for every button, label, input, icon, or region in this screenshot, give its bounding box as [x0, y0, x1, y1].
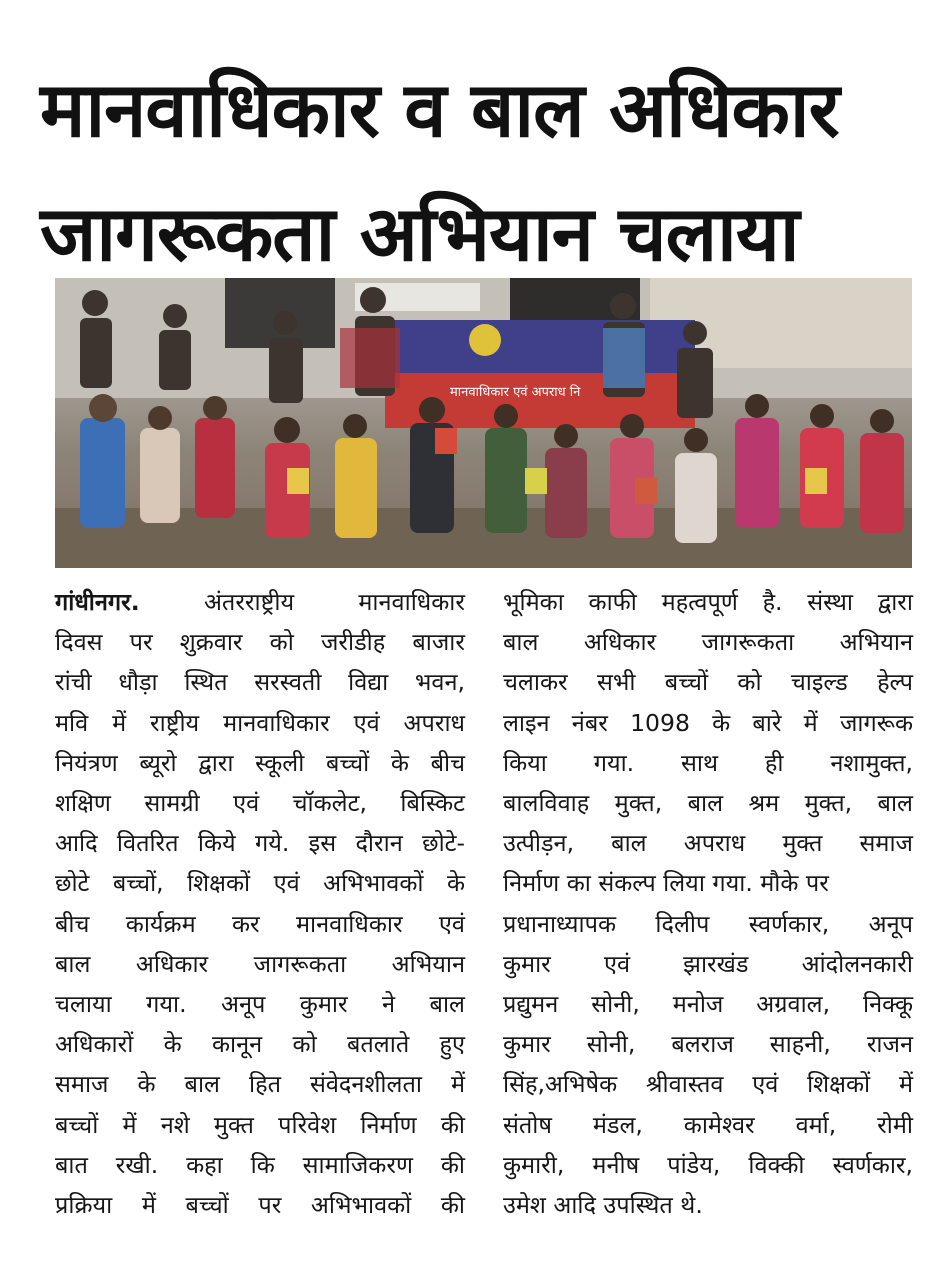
article-line: चलाकर सभी बच्चों को चाइल्ड हेल्प — [503, 668, 913, 697]
article-line: बात रखी. कहा कि सामाजिकरण की — [55, 1150, 465, 1179]
article-line: बच्चों में नशे मुक्त परिवेश निर्माण की — [55, 1110, 465, 1139]
article-line: प्रद्युमन सोनी, मनोज अग्रवाल, निक्कू — [503, 990, 913, 1019]
article-line: कुमारी, मनीष पांडेय, विक्की स्वर्णकार, — [503, 1150, 913, 1179]
article-line: उत्पीड़न, बाल अपराध मुक्त समाज — [503, 829, 913, 858]
article-line: बाल अधिकार जागरूकता अभियान — [503, 628, 913, 657]
dateline: गांधीनगर. — [55, 588, 140, 616]
article-line — [55, 582, 465, 622]
article-line: शक्षिण सामग्री एवं चॉकलेट, बिस्किट — [55, 789, 465, 818]
news-photo — [55, 278, 912, 568]
headline — [40, 48, 920, 296]
article-line: सिंह,अभिषेक श्रीवास्तव एवं शिक्षकों में — [503, 1070, 913, 1099]
article-line: मवि में राष्ट्रीय मानवाधिकार एवं अपराध — [55, 708, 465, 737]
article-line: कुमार सोनी, बलराज साहनी, राजन — [503, 1030, 913, 1059]
article-line: प्रधानाध्यापक दिलीप स्वर्णकार, अनूप — [503, 909, 913, 938]
article-line: बीच कार्यक्रम कर मानवाधिकार एवं — [55, 909, 465, 938]
article-line: बाल अधिकार जागरूकता अभियान — [55, 949, 465, 978]
article-line: चलाया गया. अनूप कुमार ने बाल — [55, 990, 465, 1019]
article-line: अधिकारों के कानून को बतलाते हुए — [55, 1030, 465, 1059]
article-line: कुमार एवं झारखंड आंदोलनकारी — [503, 949, 913, 978]
article-line: समाज के बाल हित संवेदनशीलता में — [55, 1070, 465, 1099]
article-line: नियंत्रण ब्यूरो द्वारा स्कूली बच्चों के बीच — [55, 748, 465, 777]
article-line: बालविवाह मुक्त, बाल श्रम मुक्त, बाल — [503, 789, 913, 818]
article-line-text: अंतरराष्ट्रीय मानवाधिकार — [139, 588, 465, 616]
headline-line-1: मानवाधिकार व बाल अधिकार — [40, 65, 839, 154]
article-column-right — [503, 582, 913, 1225]
article-line: किया गया. साथ ही नशामुक्त, — [503, 748, 913, 777]
article-line: रांची धौड़ा स्थित सरस्वती विद्या भवन, — [55, 668, 465, 697]
article-line: छोटे बच्चों, शिक्षकों एवं अभिभावकों के — [55, 869, 465, 898]
article-line: संतोष मंडल, कामेश्वर वर्मा, रोमी — [503, 1110, 913, 1139]
article-line: उमेश आदि उपस्थित थे. — [503, 1191, 703, 1220]
article-line: निर्माण का संकल्प लिया गया. मौके पर — [503, 869, 829, 898]
article-line: दिवस पर शुक्रवार को जरीडीह बाजार — [55, 628, 465, 657]
article-line: भूमिका काफी महत्वपूर्ण है. संस्था द्वारा — [503, 588, 913, 616]
article-line: लाइन नंबर 1098 के बारे में जागरूक — [503, 708, 913, 737]
article-line: आदि वितरित किये गये. इस दौरान छोटे- — [55, 829, 465, 858]
article-column-left — [55, 582, 465, 1225]
article-line: प्रक्रिया में बच्चों पर अभिभावकों की — [55, 1191, 465, 1220]
banner-heading: मानवाधिकार एवं अपराध नि — [450, 385, 581, 400]
headline-line-2: जागरूकता अभियान चलाया — [40, 189, 799, 278]
